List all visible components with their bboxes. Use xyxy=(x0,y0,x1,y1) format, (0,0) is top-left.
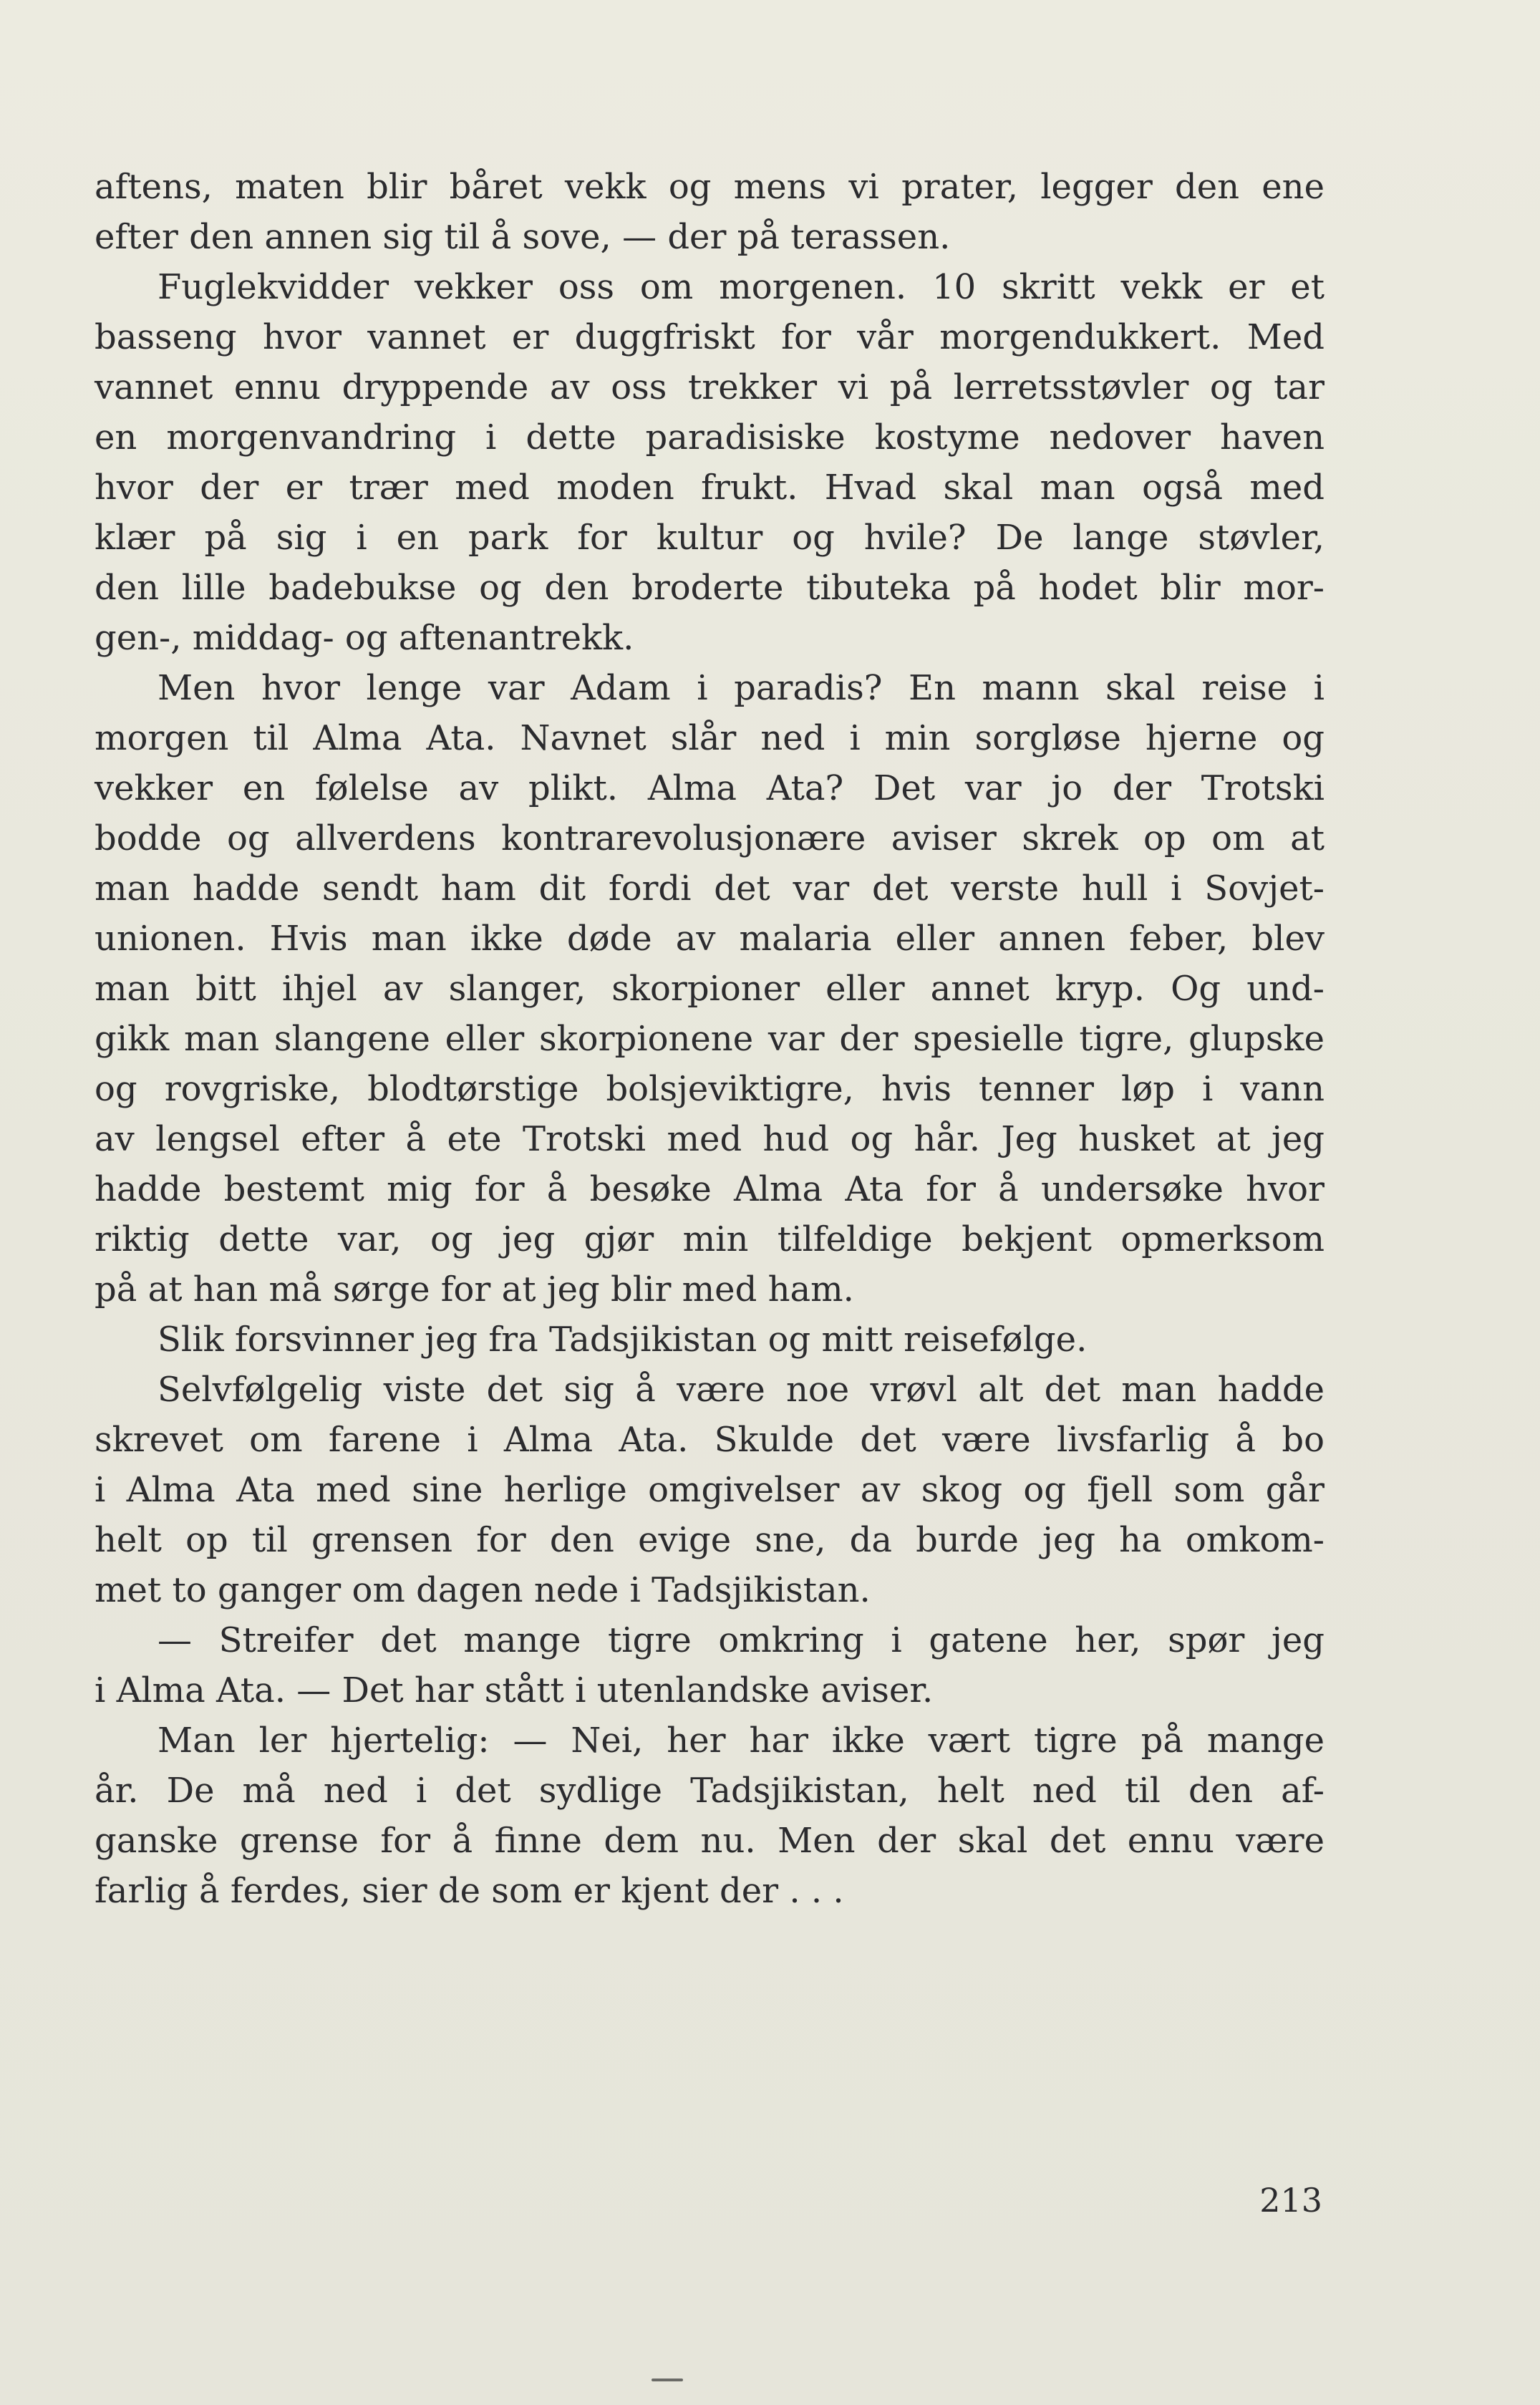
text-line: man bitt ihjel av slanger, skorpioner eller annet kryp. Og und- xyxy=(95,969,1325,1009)
text-line: farlig å ferdes, sier de som er kjent der . . . xyxy=(95,1871,844,1911)
text-line: en morgenvandring i dette paradisiske kostyme nedover haven xyxy=(95,417,1325,458)
text-line: hadde bestemt mig for å besøke Alma Ata for å undersøke hvor xyxy=(95,1169,1325,1209)
text-line: riktig dette var, og jeg gjør min tilfeldige bekjent opmerksom xyxy=(95,1219,1325,1259)
print-speck xyxy=(652,2379,683,2381)
text-line: bodde og allverdens kontrarevolusjonære aviser skrek op om at xyxy=(95,818,1325,858)
text-line: ganske grense for å finne dem nu. Men der skal det ennu være xyxy=(95,1821,1325,1861)
text-line: unionen. Hvis man ikke døde av malaria eller annen feber, blev xyxy=(95,919,1325,959)
text-line: man hadde sendt ham dit fordi det var det verste hull i Sovjet- xyxy=(95,868,1325,909)
paragraph-start: Man ler hjertelig: — Nei, her har ikke vært tigre på mange xyxy=(158,1721,1325,1761)
text-line: av lengsel efter å ete Trotski med hud og hår. Jeg husket at jeg xyxy=(95,1119,1325,1159)
text-line: gen-, middag- og aftenantrekk. xyxy=(95,618,634,658)
paragraph-start: Fuglekvidder vekker oss om morgenen. 10 skritt vekk er et xyxy=(158,267,1325,307)
paragraph-start: Selvfølgelig viste det sig å være noe vrøvl alt det man hadde xyxy=(158,1370,1325,1410)
text-line: den lille badebukse og den broderte tibuteka på hodet blir mor- xyxy=(95,568,1325,608)
text-line: basseng hvor vannet er duggfriskt for vår morgendukkert. Med xyxy=(95,317,1325,357)
text-line: klær på sig i en park for kultur og hvile? De lange støvler, xyxy=(95,518,1325,558)
paragraph-start: Men hvor lenge var Adam i paradis? En mann skal reise i xyxy=(158,668,1325,708)
text-line: morgen til Alma Ata. Navnet slår ned i min sorgløse hjerne og xyxy=(95,718,1325,758)
text-line: gikk man slangene eller skorpionene var der spesielle tigre, glupske xyxy=(95,1019,1325,1059)
paragraph-start: — Streifer det mange tigre omkring i gatene her, spør jeg xyxy=(158,1620,1325,1660)
text-line: hvor der er trær med moden frukt. Hvad skal man også med xyxy=(95,468,1325,508)
text-line: skrevet om farene i Alma Ata. Skulde det være livsfarlig å bo xyxy=(95,1420,1325,1460)
text-line: aftens, maten blir båret vekk og mens vi prater, legger den ene xyxy=(95,167,1325,207)
text-line: helt op til grensen for den evige sne, da burde jeg ha omkom- xyxy=(95,1520,1325,1560)
text-line: og rovgriske, blodtørstige bolsjeviktigre, hvis tenner løp i vann xyxy=(95,1069,1325,1109)
text-line: i Alma Ata med sine herlige omgivelser av skog og fjell som går xyxy=(95,1470,1325,1510)
text-line: på at han må sørge for at jeg blir med ham. xyxy=(95,1269,854,1310)
body-text xyxy=(95,162,1325,1916)
text-line: met to ganger om dagen nede i Tadsjikistan. xyxy=(95,1570,871,1610)
paragraph-start: Slik forsvinner jeg fra Tadsjikistan og mitt reisefølge. xyxy=(158,1320,1088,1360)
text-line: vekker en følelse av plikt. Alma Ata? Det var jo der Trotski xyxy=(95,768,1325,808)
text-line: vannet ennu dryppende av oss trekker vi på lerretsstøvler og tar xyxy=(95,367,1325,407)
text-line: efter den annen sig til å sove, — der på terassen. xyxy=(95,217,951,257)
text-line: år. De må ned i det sydlige Tadsjikistan, helt ned til den af- xyxy=(95,1771,1325,1811)
text-line: i Alma Ata. — Det har stått i utenlandske aviser. xyxy=(95,1670,934,1710)
page-number: 213 xyxy=(1259,2181,1322,2220)
